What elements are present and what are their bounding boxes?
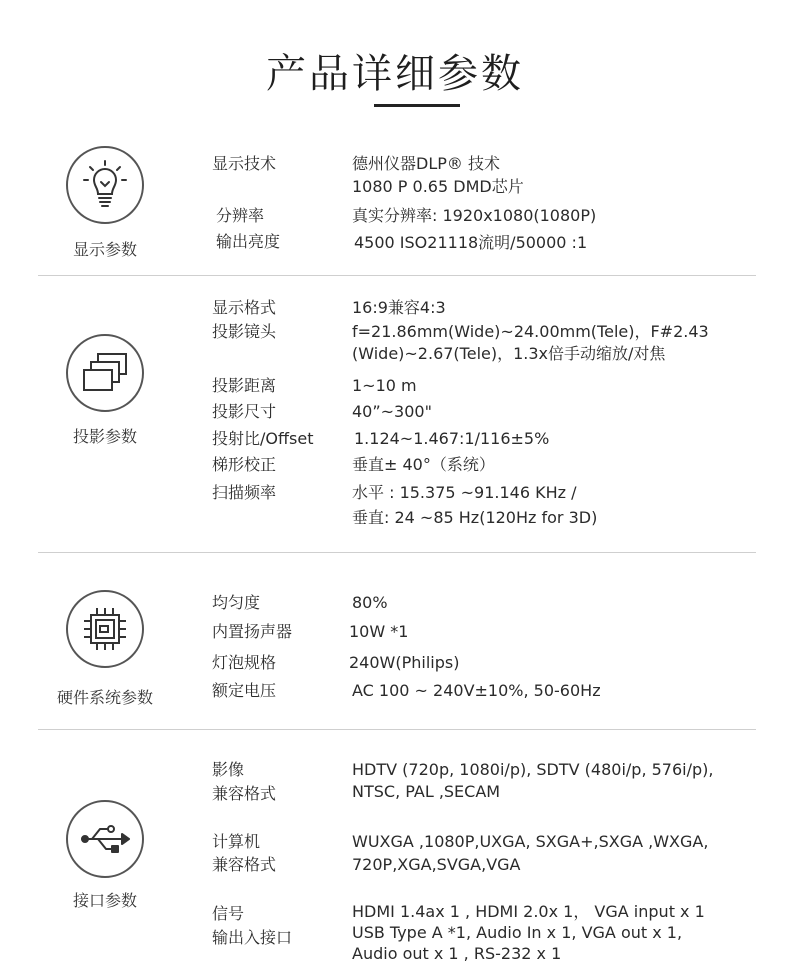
spec-label: 梯形校正 (212, 455, 277, 474)
spec-value: 10W *1 (349, 622, 409, 641)
spec-value: NTSC, PAL ,SECAM (352, 782, 501, 801)
spec-value: 1.124~1.467:1/116±5% (354, 429, 550, 448)
spec-value: 1~10 m (352, 376, 417, 395)
spec-value: 垂直± 40°（系统） (352, 455, 495, 474)
section-divider (38, 729, 756, 730)
spec-value: 垂直: 24 ~85 Hz(120Hz for 3D) (352, 508, 598, 527)
spec-value: f=21.86mm(Wide)~24.00mm(Tele)，F#2.43 (352, 322, 709, 341)
spec-value: 4500 ISO21118流明/50000 :1 (354, 233, 588, 252)
spec-value: (Wide)~2.67(Tele)，1.3x倍手动缩放/对焦 (352, 344, 666, 363)
spec-label: 投影镜头 (212, 322, 277, 341)
spec-value: 德州仪器DLP® 技术 (352, 154, 500, 173)
spec-value: USB Type A *1, Audio In x 1, VGA out x 1, (352, 923, 683, 942)
spec-label: 影像 (212, 760, 245, 779)
spec-value: HDMI 1.4ax 1 , HDMI 2.0x 1， VGA input x 1 (352, 902, 705, 921)
spec-label: 计算机 (212, 832, 261, 851)
spec-label: 投射比/Offset (212, 429, 314, 448)
spec-value: 16:9兼容4:3 (352, 298, 446, 317)
spec-value: 水平 : 15.375 ~91.146 KHz / (352, 483, 577, 502)
spec-value: WUXGA ,1080P,UXGA, SXGA+,SXGA ,WXGA, (352, 832, 709, 851)
spec-value: 真实分辨率: 1920x1080(1080P) (352, 206, 597, 225)
spec-value: 40”~300" (352, 402, 432, 421)
usb-icon (66, 800, 144, 878)
spec-label: 投影距离 (212, 376, 277, 395)
layered-screens-icon (66, 334, 144, 412)
section-divider (38, 275, 756, 276)
spec-label: 兼容格式 (212, 784, 277, 803)
spec-value: Audio out x 1 , RS-232 x 1 (352, 944, 562, 963)
category-projection-label: 投影参数 (72, 427, 137, 446)
spec-label: 显示格式 (212, 298, 277, 317)
spec-value: 80% (352, 593, 388, 612)
spec-label: 均匀度 (212, 593, 261, 612)
spec-label: 输出入接口 (212, 928, 293, 947)
category-hardware-label: 硬件系统参数 (56, 688, 153, 707)
spec-value: 240W(Philips) (349, 653, 460, 672)
title-underline (374, 104, 460, 107)
spec-label: 输出亮度 (216, 232, 281, 251)
spec-label: 分辨率 (216, 206, 265, 225)
spec-value: AC 100 ~ 240V±10%, 50-60Hz (352, 681, 601, 700)
spec-value: HDTV (720p, 1080i/p), SDTV (480i/p, 576i/p), (352, 760, 714, 779)
spec-label: 扫描频率 (212, 483, 277, 502)
spec-label: 信号 (212, 904, 245, 923)
spec-label: 兼容格式 (212, 855, 277, 874)
lightbulb-icon (66, 146, 144, 224)
spec-value: 720P,XGA,SVGA,VGA (352, 855, 521, 874)
spec-label: 额定电压 (212, 681, 277, 700)
spec-label: 灯泡规格 (212, 653, 277, 672)
section-divider (38, 552, 756, 553)
category-display-label: 显示参数 (72, 240, 137, 259)
spec-label: 投影尺寸 (212, 402, 277, 421)
spec-value: 1080 P 0.65 DMD芯片 (352, 177, 524, 196)
page-title: 产品详细参数 (266, 51, 524, 97)
spec-label: 内置扬声器 (212, 622, 293, 641)
chip-icon (66, 590, 144, 668)
spec-label: 显示技术 (212, 154, 277, 173)
category-interface-label: 接口参数 (72, 891, 137, 910)
